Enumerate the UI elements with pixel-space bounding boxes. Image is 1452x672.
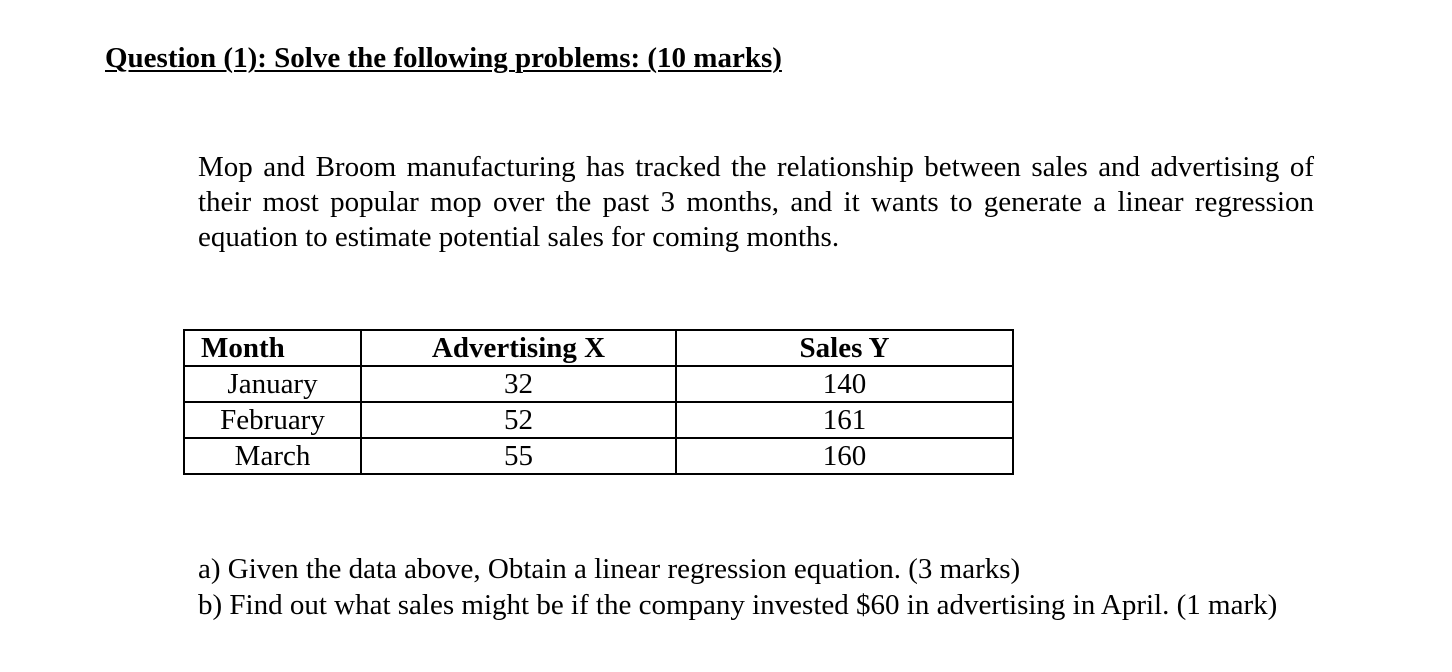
table-row — [184, 366, 1013, 402]
column-header-sales: Sales Y — [676, 330, 1013, 366]
sales-cell: 140 — [676, 366, 1013, 402]
month-cell: February — [184, 402, 361, 438]
sales-cell: 161 — [676, 402, 1013, 438]
column-header-month: Month — [184, 330, 361, 366]
question-title: Question (1): Solve the following problems: (10 marks) — [105, 42, 782, 74]
advertising-cell: 52 — [361, 402, 676, 438]
table-header-row — [184, 330, 1013, 366]
question-part-a: a) Given the data above, Obtain a linear regression equation. (3 marks) — [198, 553, 1021, 585]
question-part-b: b) Find out what sales might be if the company invested $60 in advertising in April. (1 mark) — [198, 589, 1278, 621]
advertising-cell: 55 — [361, 438, 676, 474]
sales-cell: 160 — [676, 438, 1013, 474]
column-header-advertising: Advertising X — [361, 330, 676, 366]
table-row — [184, 402, 1013, 438]
month-cell: March — [184, 438, 361, 474]
sub-questions — [198, 551, 1314, 623]
data-table — [183, 329, 1014, 475]
advertising-cell: 32 — [361, 366, 676, 402]
table-row — [184, 438, 1013, 474]
month-cell: January — [184, 366, 361, 402]
problem-description: Mop and Broom manufacturing has tracked the relationship between sales and advertising of their most popular mop over the past 3 months, and it wants to generate a linear regression equation to estimate potential sales for coming months. — [198, 151, 1314, 253]
